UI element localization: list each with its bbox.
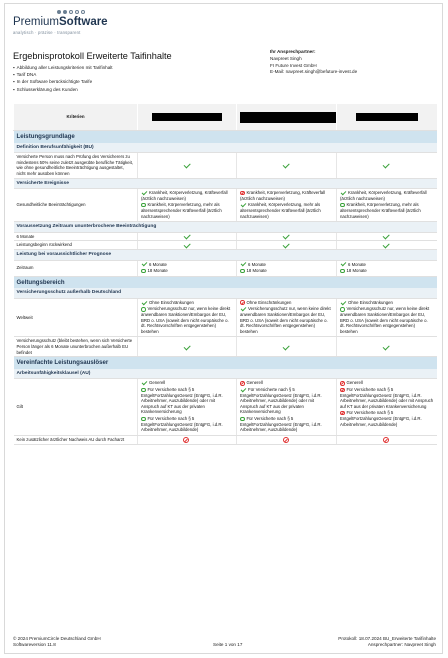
table-row — [14, 153, 437, 178]
not-included-icon — [283, 437, 289, 443]
cell-text: 6 Monate — [348, 261, 366, 267]
check-icon — [183, 162, 190, 169]
row-label: Versicherungsschutz (bleibt bestehen, wenn sich Versicherte Person länger als 6 Monate ununterbrochen außerhalb EU befindet — [14, 337, 138, 357]
row-label: Weltweit — [14, 298, 138, 337]
circle-icon — [141, 307, 146, 312]
cell-text: Generell — [149, 380, 166, 386]
check-icon — [183, 233, 190, 240]
check-icon — [142, 380, 148, 386]
circle-icon — [340, 269, 345, 274]
cell-text: Krankheit, Körperverletzung, Kräfteverfall (ärztlich nachzuweisen) — [240, 190, 326, 201]
tariff-header-2 — [237, 104, 337, 131]
circle-icon — [141, 203, 146, 208]
footer-ansprechpartner: Ansprechpartner: Navpreet Singh — [367, 641, 436, 647]
logo-dots-icon — [57, 10, 85, 14]
table-row — [14, 241, 437, 250]
cell-text: 18 Monate — [147, 268, 168, 274]
contact-name: Navpreet Singh — [270, 55, 302, 61]
check-icon — [383, 241, 390, 248]
cell-text: Für Versicherte nach § 5 EntgeltFortzahlungsGesetz (EntgFG, i.d.R. Arbeitnehmer, Auszubildende) oder mit Anspruch auf KT aus der privaten Krankenversicherung — [141, 387, 223, 415]
check-icon — [142, 299, 148, 305]
check-icon — [183, 241, 190, 248]
table-row — [14, 379, 437, 435]
row-label: Kein zusätzlicher ärztlicher Nachweis AU durch Facharzt — [14, 435, 138, 444]
subsection-header: Arbeitsunfähigkeitsklausel (AU) — [14, 369, 437, 379]
table-row — [14, 435, 437, 444]
footer-page-number: Seite 1 von 17 — [213, 642, 243, 647]
intro-bullets — [13, 64, 113, 93]
not-included-icon — [340, 381, 345, 386]
brand-logo — [13, 10, 133, 42]
cell-text: Krankheit, Körperverletzung, mehr als altersentsprechender Kräfteverfall (ärztlich nachzuweisen) — [240, 202, 321, 219]
circle-icon — [340, 203, 345, 208]
table-row — [14, 232, 437, 241]
cell-text: 18 Monate — [246, 268, 267, 274]
circle-icon — [340, 307, 345, 312]
check-icon — [383, 162, 390, 169]
cell-text: Generell — [346, 380, 363, 386]
cell-text: Generell — [246, 380, 263, 386]
footer-protokoll: Protokoll: 18.07.2024 BU_Erweiterte Tarifinhalte — [338, 636, 436, 641]
cell-text: Für Versicherte nach § 5 EntgeltFortzahlungsGesetz (EntgFG, i.d.R. Arbeitnehmer, Auszubildende) — [141, 415, 223, 433]
cell-text: Für Versicherte nach § 5 EntgeltFortzahlungsGesetz (EntgFG, i.d.R. Arbeitnehmer, Auszubildende) oder mit Anspruch auf KT aus der privaten Krankenversicherung — [340, 387, 434, 409]
criteria-table — [13, 104, 437, 445]
not-included-icon — [383, 437, 389, 443]
table-row — [14, 189, 437, 222]
cell-text: Krankheit, Körperverletzung, Kräfteverfall (ärztlich nachzuweisen) — [340, 190, 427, 201]
cell-text: 6 Monate — [149, 261, 167, 267]
check-icon — [383, 343, 390, 350]
cell-text: Krankheit, Körperverletzung, Kräfteverfall (ärztlich nachzuweisen) — [141, 190, 228, 201]
cell-text: Für Versicherte nach § 5 EntgeltFortzahlungsGesetz (EntgFG, i.d.R. Arbeitnehmer, Auszubildende) — [340, 410, 422, 427]
cell-text: Ohne Einschränkungen — [246, 299, 292, 305]
check-icon — [341, 261, 347, 267]
check-icon — [241, 387, 247, 393]
bullet-item: ▪ Tarif DNA — [13, 71, 113, 78]
brand-tagline: analytisch · präzise · transparent — [13, 30, 81, 35]
cell-text: Ohne Einschränkungen — [149, 299, 194, 305]
check-icon — [142, 261, 148, 267]
section-header: Leistungsgrundlage — [14, 131, 437, 143]
circle-icon — [240, 269, 245, 274]
tariff-header-3 — [337, 104, 437, 131]
cell-text: 18 Monate — [346, 268, 367, 274]
circle-icon — [141, 269, 146, 274]
contact-label: Ihr Ansprechpartner: — [270, 49, 316, 54]
contact-company: FI Future Invest GmbH — [270, 62, 317, 68]
criteria-header: Kriterien — [14, 104, 138, 131]
document-page — [4, 3, 443, 654]
check-icon — [283, 162, 290, 169]
not-included-icon — [240, 381, 245, 386]
footer-copyright: © 2024 PremiumCircle Deutschland GmbH — [13, 636, 101, 641]
row-label: 6 Monate — [14, 232, 138, 241]
check-icon — [241, 202, 247, 208]
check-icon — [142, 190, 148, 196]
check-icon — [183, 343, 190, 350]
bullet-item: ▪ Abbildung aller Leistungskriterien mit Tarifinhalt — [13, 64, 113, 71]
cell-text: Krankheit, Körperverletzung, mehr als altersentsprechender Kräfteverfall (ärztlich nachzuweisen) — [340, 202, 421, 219]
redacted-bar — [240, 112, 336, 123]
table-row — [14, 298, 437, 337]
check-icon — [283, 233, 290, 240]
bullet-item: ▪ In der Software berücksichtigte Tarife — [13, 78, 113, 85]
brand-name: PremiumSoftware — [13, 16, 108, 28]
bullet-item: ▪ Schlusserklärung des Kunden — [13, 86, 113, 93]
check-icon — [283, 343, 290, 350]
check-icon — [241, 261, 247, 267]
section-header: Vereinfachte Leistungsauslöser — [14, 357, 437, 369]
subsection-header: Leistung bei voraussichtlicher Prognose — [14, 249, 437, 260]
cell-text: Versicherungsschutz nur, wenn keine direkt anwendbaren Sanktionen/Embargos der EU, BRD o. USA (soweit dem nicht europäische o. dt. Rechtsvorschriften entgegenstehen) bestehen — [240, 306, 331, 334]
redacted-bar — [152, 113, 222, 121]
not-included-icon — [340, 411, 345, 416]
not-included-icon — [240, 191, 245, 196]
contact-block — [270, 49, 357, 76]
table-row — [14, 260, 437, 276]
subsection-header: Definition Berufsunfähigkeit (BU) — [14, 143, 437, 153]
cell-text: 6 Monate — [248, 261, 266, 267]
subsection-header: Voraussetzung Zeitraum ununterbrochene Beeinträchtigung — [14, 222, 437, 233]
tariff-header-1 — [138, 104, 237, 131]
row-label: Zeitraum — [14, 260, 138, 276]
section-header: Geltungsbereich — [14, 276, 437, 288]
circle-icon — [240, 417, 245, 422]
footer-version: Softwareversion 11.8 — [13, 641, 56, 647]
cell-text: Versicherungsschutz nur, wenn keine direkt anwendbaren Sanktionen/Embargos der EU, BRD o. USA (soweit dem nicht europäische o. dt. Rechtsvorschriften entgegenstehen) bestehen — [141, 306, 231, 334]
row-label: Gilt — [14, 379, 138, 435]
table-header-row — [14, 104, 437, 131]
row-label: Leistungsbeginn rückwirkend — [14, 241, 138, 250]
cell-text: Für Versicherte nach § 5 EntgeltFortzahlungsGesetz (EntgFG, i.d.R. Arbeitnehmer, Auszubildende) oder mit Anspruch auf KT aus der privaten Krankenversicherung — [240, 387, 322, 415]
table-row — [14, 337, 437, 357]
check-icon — [383, 233, 390, 240]
contact-email: E-Mail: navpreet.singh@befuture-invest.de — [270, 69, 358, 75]
not-included-icon — [183, 437, 189, 443]
page-title: Ergebnisprotokoll Erweiterte Taifinhalte — [13, 51, 172, 61]
check-icon — [341, 190, 347, 196]
not-included-icon — [340, 388, 345, 393]
circle-icon — [141, 417, 146, 422]
redacted-bar — [356, 113, 418, 121]
cell-text: Krankheit, Körperverletzung, mehr als altersentsprechender Kräfteverfall (ärztlich nachzuweisen) — [141, 202, 222, 219]
cell-text: Ohne Einschränkungen — [348, 299, 393, 305]
row-label: Gesundheitliche Beeinträchtigungen — [14, 189, 138, 222]
check-icon — [241, 306, 247, 312]
subsection-header: Versicherte Ereignisse — [14, 178, 437, 189]
row-label: Versicherte Person muss nach Prüfung des Versicherers zu mindestens 50% seine zuletzt ausgeübte berufliche Tätigkeit, wie ohne gesundheitliche Beeinträchtigung ausgestaltet, nicht mehr ausüben können — [14, 153, 138, 178]
check-icon — [341, 299, 347, 305]
cell-text: Für Versicherte nach § 5 EntgeltFortzahlungsGesetz (EntgFG, i.d.R. Arbeitnehmer, Auszubildende) — [240, 415, 322, 433]
subsection-header: Versicherungsschutz außerhalb Deutschland — [14, 288, 437, 298]
circle-icon — [141, 388, 146, 393]
cell-text: Versicherungsschutz nur, wenn keine direkt anwendbaren Sanktionen/Embargos der EU, BRD o. USA (soweit dem nicht europäische o. dt. Rechtsvorschriften entgegenstehen) bestehen — [340, 306, 430, 334]
check-icon — [283, 241, 290, 248]
